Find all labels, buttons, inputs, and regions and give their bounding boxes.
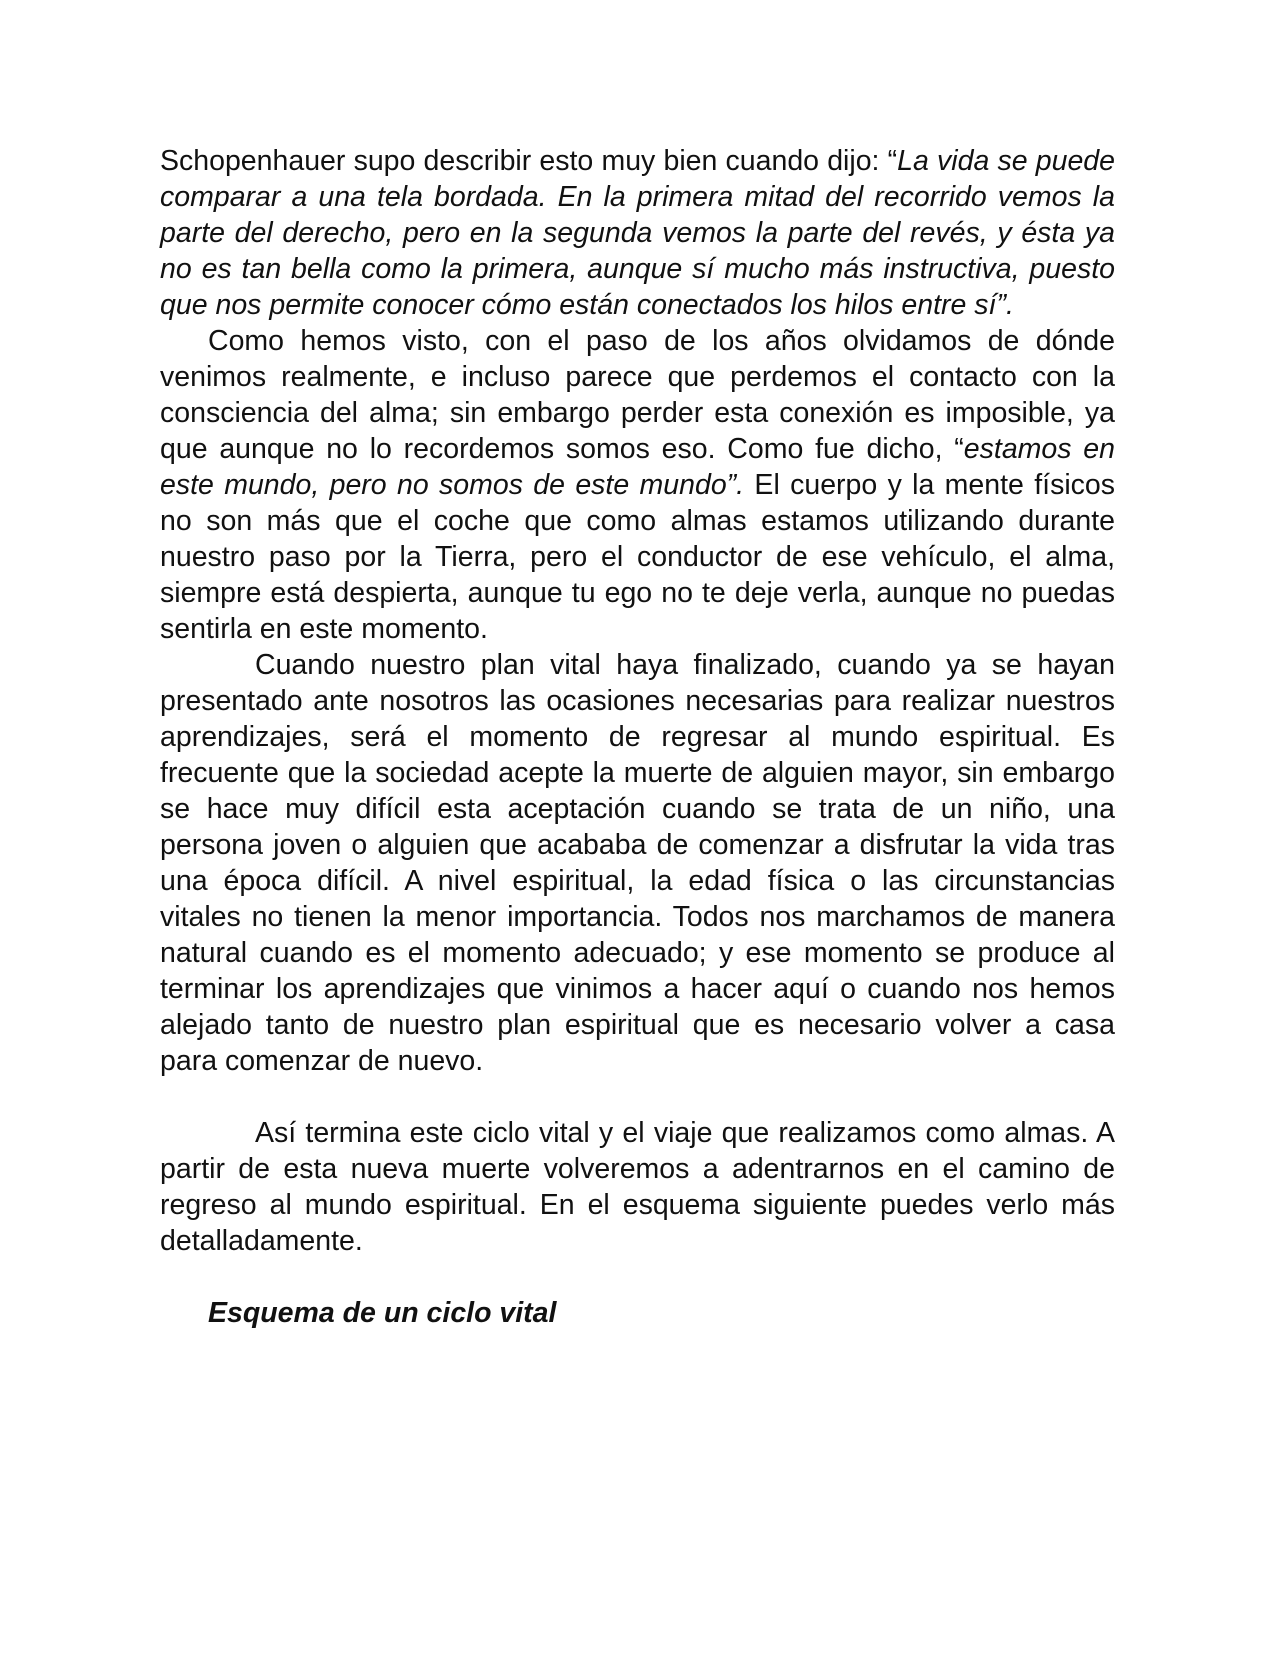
quote-text: La vida se puede comparar a una tela bordada. En la primera mitad del recorrido vemos la parte del derecho, pero en la segunda vemos la parte del revés, y ésta ya no es tan bella como la primera, aunque sí mucho más instructiva, puesto que nos permite conocer cómo están conectados los hilos entre sí”. xyxy=(160,145,1115,321)
document-page xyxy=(160,143,1115,1331)
paragraph-plan-vital: Cuando nuestro plan vital haya finalizado, cuando ya se hayan presentado ante nosotros las ocasiones necesarias para realizar nuestros aprendizajes, será el momento de regresar al mundo espiritual. Es frecuente que la sociedad acepte la muerte de alguien mayor, sin embargo se hace muy difícil esta aceptación cuando se trata de un niño, una persona joven o alguien que acababa de comenzar a disfrutar la vida tras una época difícil. A nivel espiritual, la edad física o las circunstancias vitales no tienen la menor importancia. Todos nos marchamos de manera natural cuando es el momento adecuado; y ese momento se produce al terminar los aprendizajes que vinimos a hacer aquí o cuando nos hemos alejado tanto de nuestro plan espiritual que es necesario volver a casa para comenzar de nuevo. xyxy=(160,649,1115,1077)
paragraph-ciclo-vital: Así termina este ciclo vital y el viaje que realizamos como almas. A partir de esta nueva muerte volveremos a adentrarnos en el camino de regreso al mundo espiritual. En el esquema siguiente puedes verlo más detalladamente. xyxy=(160,1117,1115,1257)
paragraph-text: Como hemos visto, con el paso de los años olvidamos de dónde venimos realmente, e incluso parece que perdemos el contacto con la consciencia del alma; sin embargo perder esta conexión es imposible, ya que aunque no lo recordemos somos eso. Como fue dicho, “ xyxy=(160,325,1115,465)
paragraph-consciencia xyxy=(160,323,1115,647)
paragraph-text: Schopenhauer supo describir esto muy bien cuando dijo: “ xyxy=(160,145,898,177)
paragraph-schopenhauer xyxy=(160,143,1115,323)
quote-text: estamos en este mundo, pero no somos de este mundo”. xyxy=(160,433,1115,501)
section-heading: Esquema de un ciclo vital xyxy=(208,1297,557,1329)
paragraph-text: El cuerpo y la mente físicos no son más que el coche que como almas estamos utilizando durante nuestro paso por la Tierra, pero el conductor de ese vehículo, el alma, siempre está despierta, aunque tu ego no te deje verla, aunque no puedas sentirla en este momento. xyxy=(160,469,1115,645)
